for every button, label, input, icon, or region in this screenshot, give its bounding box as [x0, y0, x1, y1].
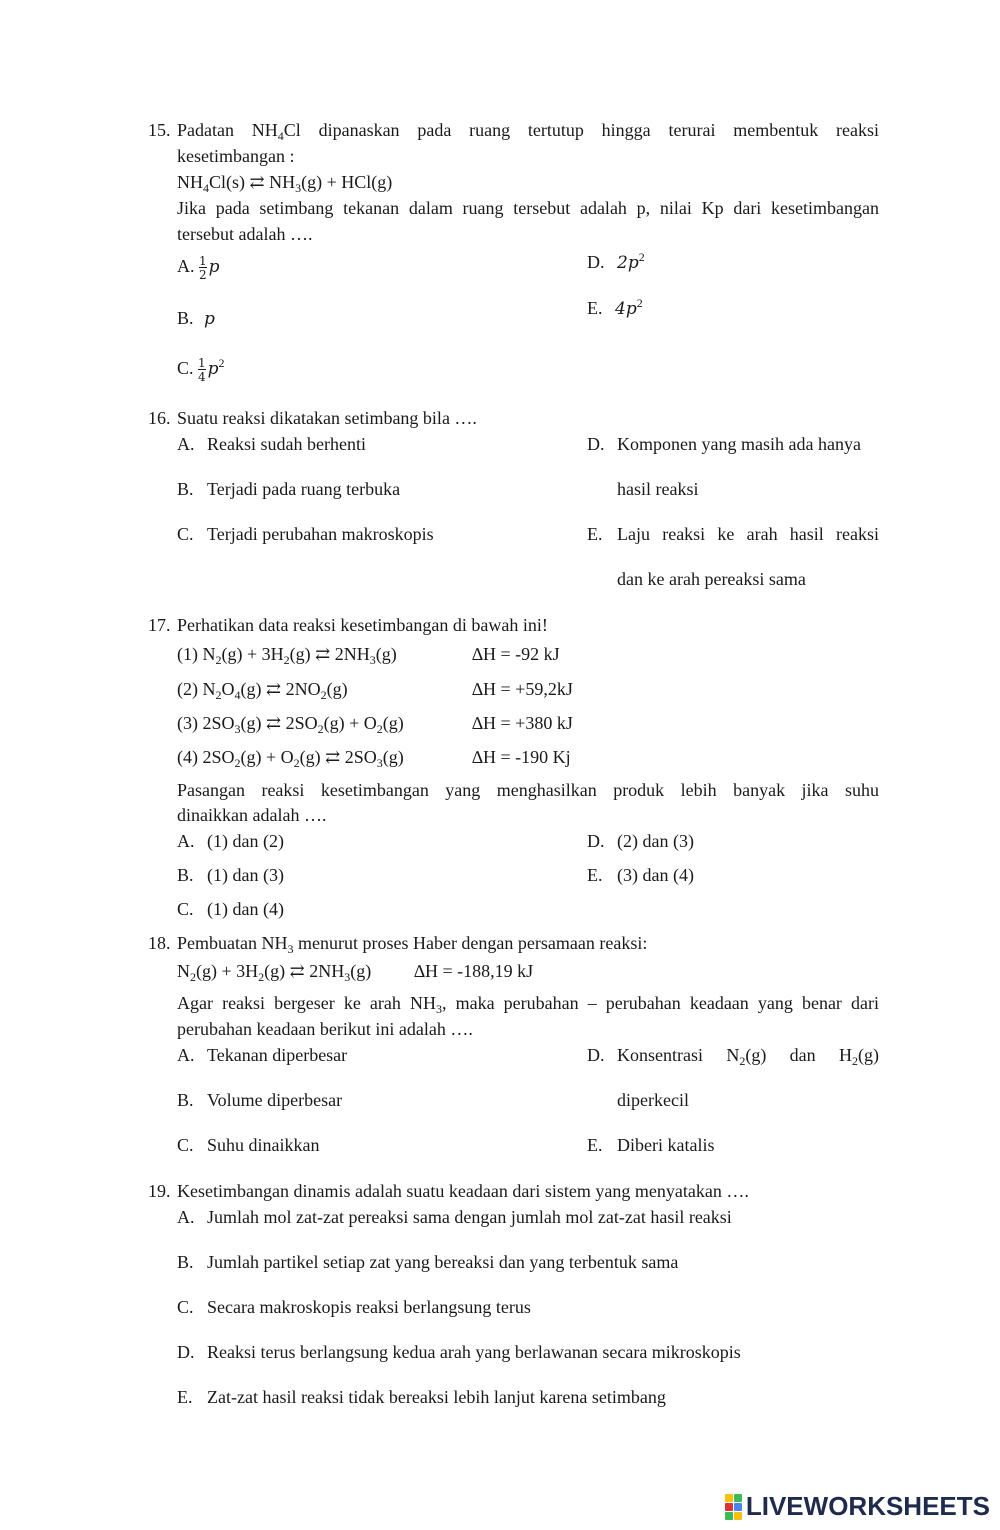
question-number: 19. — [148, 1181, 171, 1201]
option-e[interactable]: E. Zat-zat hasil reaksi tidak bereaksi lebih lanjut karena setimbang — [177, 1387, 666, 1407]
enthalpy: ∆H = -188,19 kJ — [414, 961, 534, 981]
option-d[interactable]: D. Reaksi terus berlangsung kedua arah yang berlawanan secara mikroskopis — [177, 1342, 741, 1362]
option-b[interactable]: B. Volume diperbesar — [177, 1090, 343, 1110]
option-d[interactable]: D. $2p^2$ — [587, 250, 645, 273]
option-e[interactable]: E. $4p^2$ — [587, 296, 643, 319]
fraction: $\frac{1}{4}$ — [198, 355, 206, 384]
option-a[interactable]: A. $\frac{1}{2}$ p — [177, 253, 220, 282]
enthalpy-3: ∆H = +380 kJ — [472, 713, 573, 733]
option-d[interactable]: D. (2) dan (3) — [587, 831, 694, 851]
option-letter: D. — [587, 252, 605, 272]
option-letter: E. — [587, 298, 603, 318]
fraction: $\frac{1}{2}$ — [199, 253, 207, 282]
option-d[interactable]: D. Konsentrasi $N_2(g)$ dan $H_2(g)$ — [587, 1045, 879, 1068]
option-e[interactable]: E. (3) dan (4) — [587, 865, 694, 885]
option-d-cont: diperkecil — [617, 1090, 689, 1110]
option-c[interactable]: C. Terjadi perubahan makroskopis — [177, 524, 434, 544]
question-number: 18. — [148, 933, 171, 953]
option-a[interactable]: A. Reaksi sudah berhenti — [177, 434, 366, 454]
question-stem: Kesetimbangan dinamis adalah suatu keadaan dari sistem yang menyatakan …. — [177, 1181, 749, 1201]
option-a[interactable]: A. Jumlah mol zat-zat pereaksi sama dengan jumlah mol zat-zat hasil reaksi — [177, 1207, 732, 1227]
reaction-1: (1) $N_2(g) + 3H_2(g)$ ⇄ $2NH_3(g)$ — [177, 644, 397, 667]
question-stem: kesetimbangan : — [177, 146, 295, 166]
question-prompt: Pasangan reaksi kesetimbangan yang menghasilkan produk lebih banyak jika suhu — [177, 780, 879, 800]
option-d-cont: hasil reaksi — [617, 479, 699, 499]
reaction-4: (4) $2SO_2(g) + O_2(g)$ ⇄ $2SO_3(g)$ — [177, 747, 404, 770]
question-stem: Suatu reaksi dikatakan setimbang bila …. — [177, 408, 477, 428]
option-letter: C. — [177, 358, 194, 378]
logo-grid-icon — [725, 1494, 742, 1520]
option-c[interactable]: C. (1) dan (4) — [177, 899, 284, 919]
reaction-equation: $NH_4Cl(s)$ ⇄ $NH_3(g) + HCl(g)$ — [177, 172, 393, 195]
option-c[interactable]: C. Suhu dinaikkan — [177, 1135, 320, 1155]
option-letter: A. — [177, 256, 195, 276]
question-stem: Padatan $NH_4Cl$ dipanaskan pada ruang tertutup hingga terurai membentuk reaksi — [177, 120, 879, 143]
option-letter: B. — [177, 308, 194, 328]
option-c[interactable]: C. $\frac{1}{4}$ $p^2$ — [177, 355, 225, 384]
question-number: 16. — [148, 408, 171, 428]
question-prompt: Agar reaksi bergeser ke arah $NH_3$, maka perubahan – perubahan keadaan yang benar dari — [177, 993, 879, 1016]
enthalpy-2: ∆H = +59,2kJ — [472, 679, 573, 699]
question-stem: tersebut adalah …. — [177, 224, 313, 244]
question-number: 17. — [148, 615, 171, 635]
option-a[interactable]: A. Tekanan diperbesar — [177, 1045, 348, 1065]
option-e-cont: dan ke arah pereaksi sama — [617, 569, 806, 589]
reaction-2: (2) $N_2O_4(g)$ ⇄ $2NO_2(g)$ — [177, 679, 348, 702]
question-prompt: perubahan keadaan berikut ini adalah …. — [177, 1019, 473, 1039]
option-b[interactable]: B. (1) dan (3) — [177, 865, 284, 885]
option-b[interactable]: B. Terjadi pada ruang terbuka — [177, 479, 401, 499]
option-d[interactable]: D. Komponen yang masih ada hanya — [587, 434, 861, 454]
option-e[interactable]: E. Laju reaksi ke arah hasil reaksi — [587, 524, 879, 544]
option-b[interactable]: B. p — [177, 308, 215, 329]
question-stem: Jika pada setimbang tekanan dalam ruang tersebut adalah p, nilai Kp dari kesetimbangan — [177, 198, 879, 218]
question-stem: Pembuatan $NH_3$ menurut proses Haber dengan persamaan reaksi: — [177, 933, 648, 956]
question-stem: Perhatikan data reaksi kesetimbangan di bawah ini! — [177, 615, 548, 635]
enthalpy-4: ∆H = -190 Kj — [472, 747, 571, 767]
option-a[interactable]: A. (1) dan (2) — [177, 831, 284, 851]
option-c[interactable]: C. Secara makroskopis reaksi berlangsung terus — [177, 1297, 531, 1317]
option-b[interactable]: B. Jumlah partikel setiap zat yang bereaksi dan yang terbentuk sama — [177, 1252, 679, 1272]
reaction-3: (3) $2SO_3(g)$ ⇄ $2SO_2(g) + O_2(g)$ — [177, 713, 404, 736]
question-number: 15. — [148, 120, 171, 140]
brand-text: LIVEWORKSHEETS — [745, 1491, 990, 1521]
option-e[interactable]: E. Diberi katalis — [587, 1135, 715, 1155]
liveworksheets-logo[interactable] — [725, 1491, 990, 1522]
enthalpy-1: ∆H = -92 kJ — [472, 644, 560, 664]
question-prompt: dinaikkan adalah …. — [177, 805, 327, 825]
reaction-equation: $N_2(g) + 3H_2(g)$ ⇄ $2NH_3(g)$ — [177, 961, 372, 984]
